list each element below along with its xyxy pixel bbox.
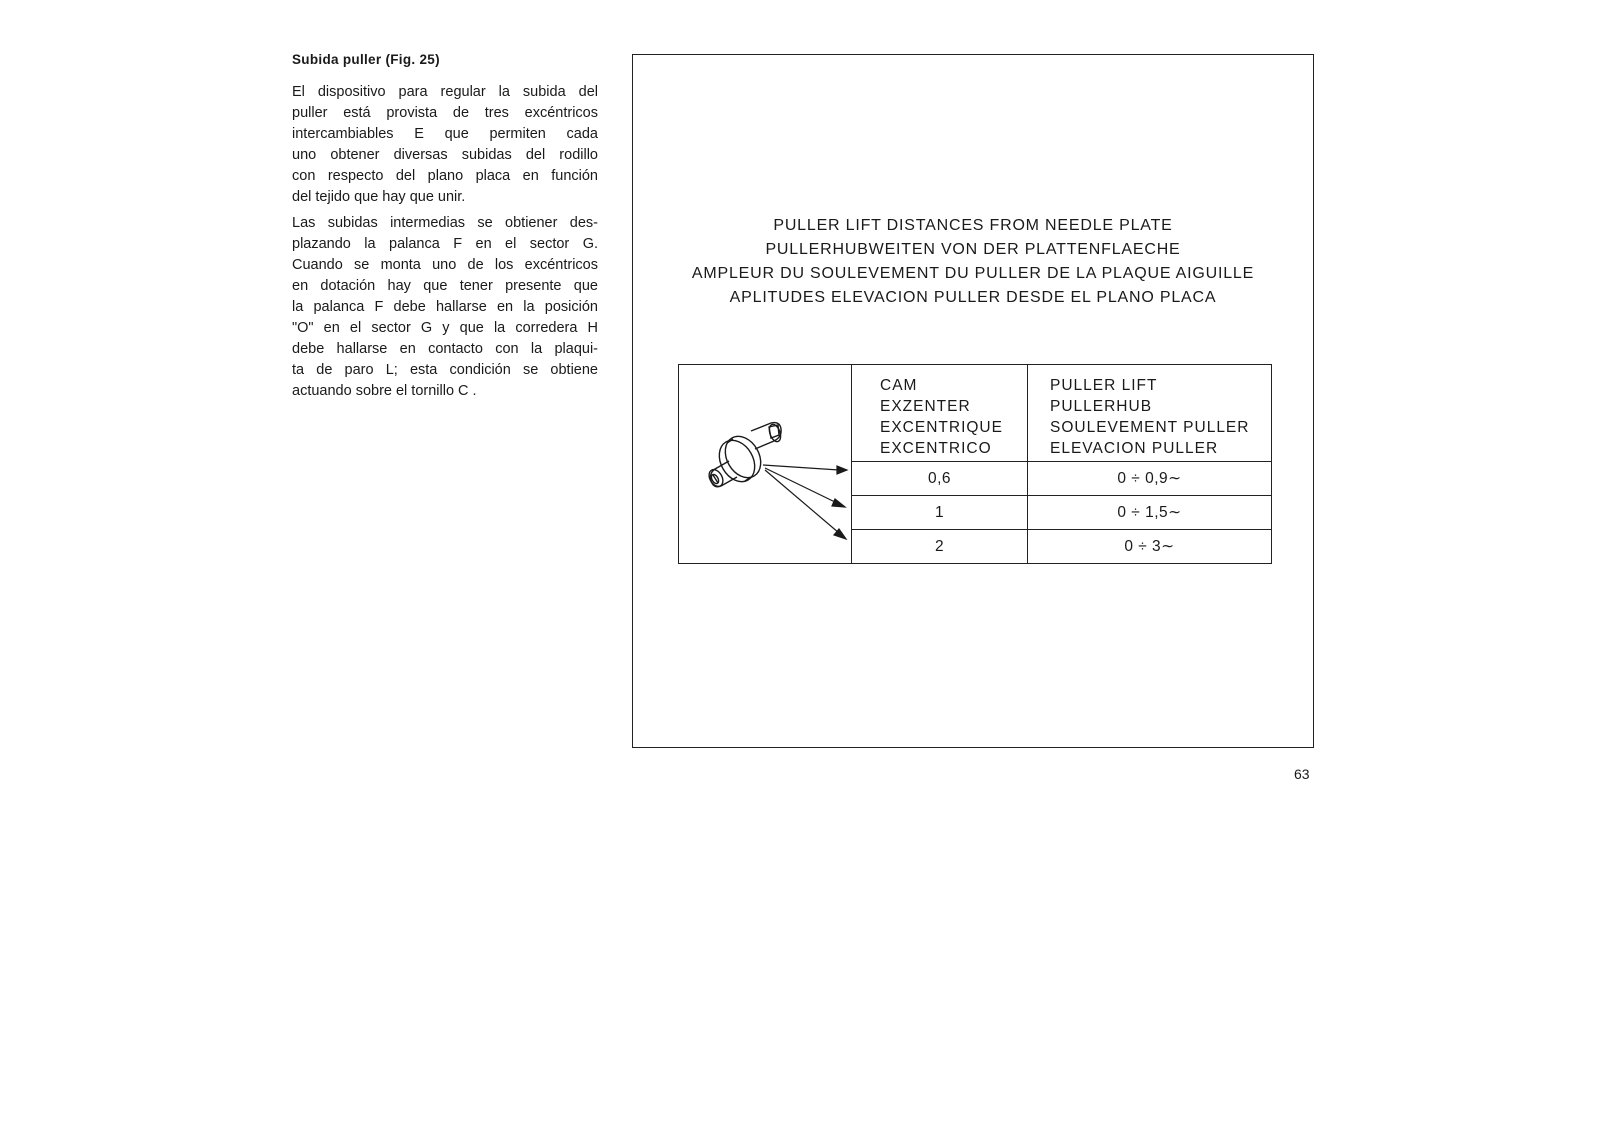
section-heading: Subida puller (Fig. 25) [292, 52, 440, 67]
text-line: con respecto del plano placa en función [292, 167, 598, 184]
cam-illustration-cell [679, 365, 852, 564]
lift-header-de: PULLERHUB [1050, 398, 1153, 415]
cam-value: 2 [852, 530, 1028, 564]
cam-header-fr: EXCENTRIQUE [880, 419, 1003, 436]
text-line: debe hallarse en contacto con la plaqui- [292, 340, 598, 357]
cam-value: 0,6 [852, 462, 1028, 496]
lift-header-en: PULLER LIFT [1050, 377, 1158, 394]
text-line: Cuando se monta uno de los excéntricos [292, 257, 598, 274]
text-line: actuando sobre el tornillo C . [292, 382, 477, 399]
page-number: 63 [1294, 766, 1310, 782]
text-line: uno obtener diversas subidas del rodillo [292, 146, 598, 163]
lift-value: 0 ÷ 1,5∼ [1028, 496, 1272, 530]
cam-header-en: CAM [880, 377, 918, 394]
text-line: ta de paro L; esta condición se obtiene [292, 361, 598, 378]
cam-header-de: EXZENTER [880, 398, 971, 415]
title-english: PULLER LIFT DISTANCES FROM NEEDLE PLATE [773, 217, 1173, 234]
lift-header-fr: SOULEVEMENT PULLER [1050, 419, 1250, 436]
figure-titles [632, 214, 1314, 310]
cam-header-cell [852, 365, 1028, 462]
lift-value: 0 ÷ 0,9∼ [1028, 462, 1272, 496]
title-french: AMPLEUR DU SOULEVEMENT DU PULLER DE LA PLAQUE AIGUILLE [691, 265, 1255, 282]
paragraph-1 [292, 82, 598, 207]
cam-header-es: EXCENTRICO [880, 440, 992, 457]
text-line: El dispositivo para regular la subida del [292, 84, 598, 100]
lift-value: 0 ÷ 3∼ [1028, 530, 1272, 564]
text-line: "O" en el sector G y que la corredera H [292, 319, 598, 336]
title-german: PULLERHUBWEITEN VON DER PLATTENFLAECHE [765, 241, 1181, 258]
eccentric-cam-icon [679, 365, 851, 558]
paragraph-2 [292, 213, 598, 401]
title-spanish: APLITUDES ELEVACION PULLER DESDE EL PLANO PLACA [729, 289, 1217, 306]
text-line: puller está provista de tres excéntricos [292, 104, 598, 121]
lift-header-es: ELEVACION PULLER [1050, 440, 1219, 457]
table-header-row [679, 365, 1272, 462]
text-line: plazando la palanca F en el sector G. [292, 236, 598, 253]
cam-value: 1 [852, 496, 1028, 530]
text-line: en dotación hay que tener presente que [292, 278, 598, 295]
text-line: Las subidas intermedias se obtiener des- [292, 215, 598, 232]
text-line: del tejido que hay que unir. [292, 188, 466, 205]
text-line: la palanca F debe hallarse en la posición [292, 299, 598, 316]
cam-lift-table [678, 364, 1272, 564]
body-text [292, 82, 598, 408]
lift-header-cell [1028, 365, 1272, 462]
text-line: intercambiables E que permiten cada [292, 125, 598, 142]
